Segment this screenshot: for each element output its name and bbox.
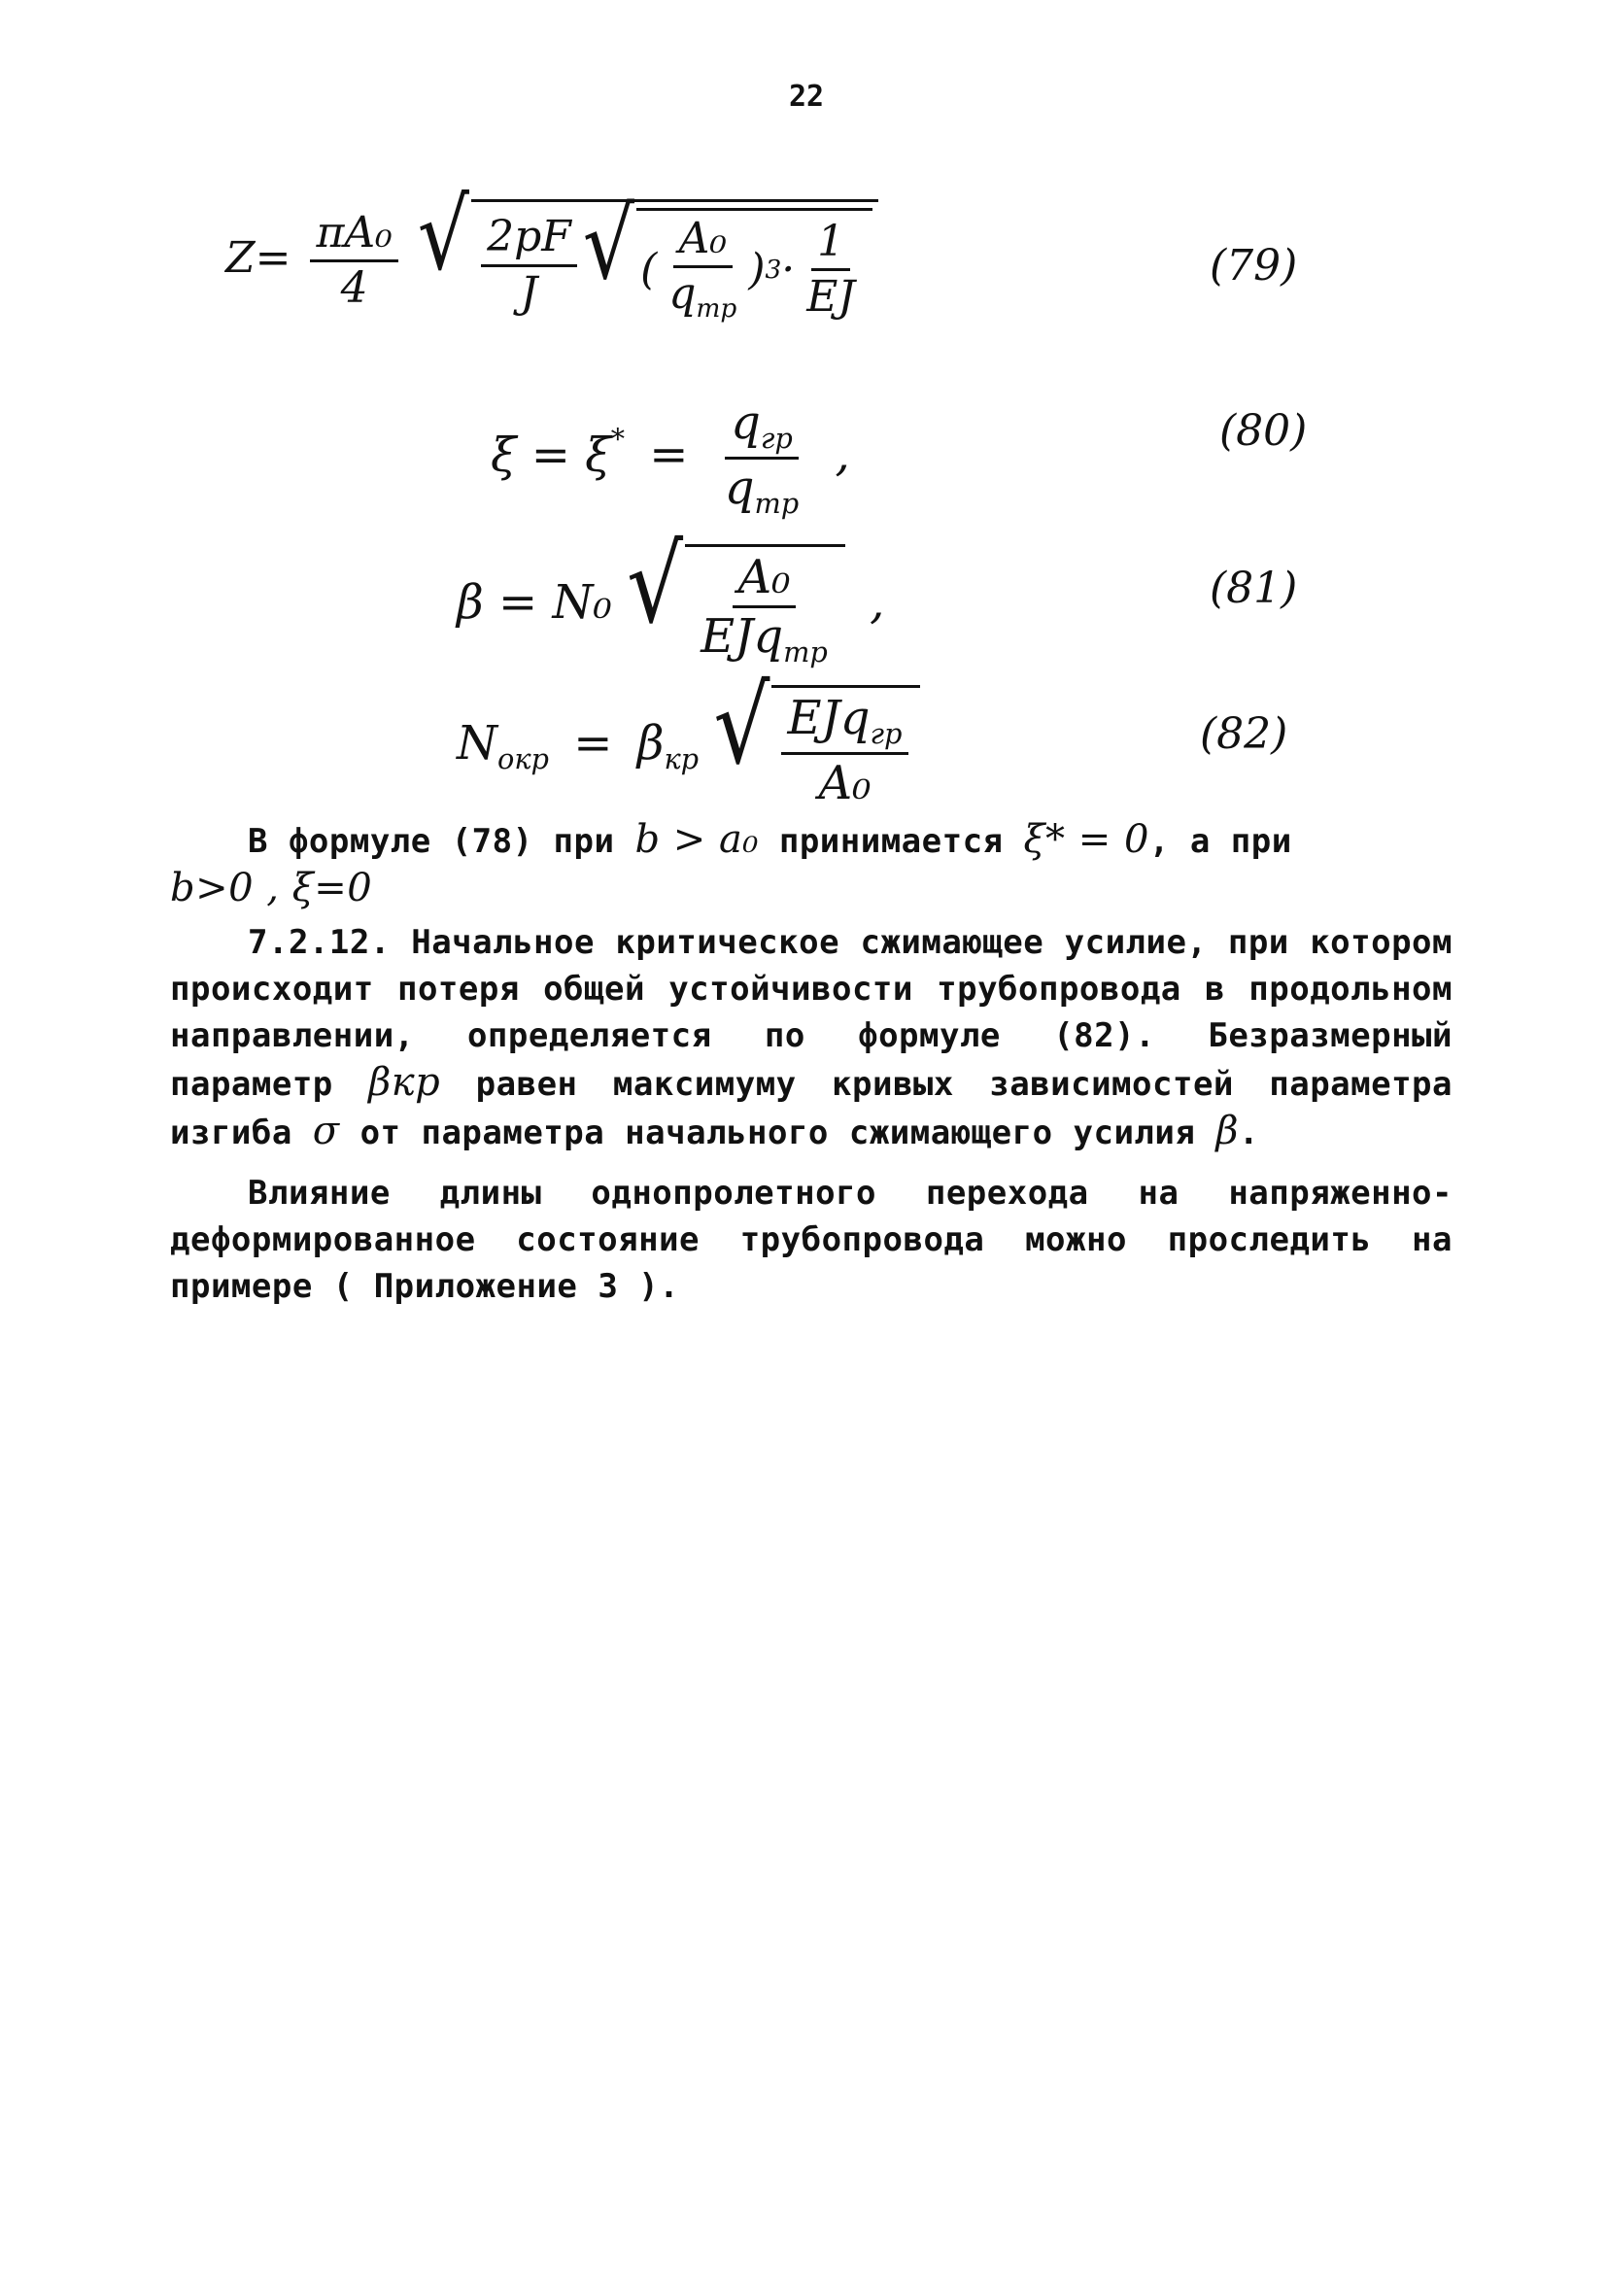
- condition-line-2: b>0 , ξ=0: [170, 866, 373, 910]
- body-text: [170, 816, 1453, 1310]
- equation-79: [225, 177, 878, 325]
- eq79-inner-sqrt: √ ( $\frac{\text{A₀}}{q_{тр}}$ ) 3 · $\frac{1}{EJ}$: [583, 208, 872, 323]
- eq79-lhs: Z=: [225, 233, 291, 284]
- paragraph-7-2-12: 7.2.12. Начальное критическое сжимающее усилие, при котором происходит потеря общей устойчивости трубопровода в продольном направлении, определяется по формуле (82). Безразмерный параметр βкр равен максимуму кривых зависимостей параметра изгиба σ от параметра начального сжимающего усилия β.: [170, 923, 1453, 1153]
- equation-82-number: (82): [1200, 709, 1288, 759]
- equation-80-number: (80): [1219, 406, 1308, 456]
- equation-79-number: (79): [1210, 241, 1298, 291]
- equation-80: ξ = ξ* = $\frac{q_{гр}}{q_{тр}}$ ,: [491, 395, 850, 521]
- page-number: 22: [789, 80, 825, 114]
- condition-line-1: В формуле (78) при b > a₀ принимается ξ* = 0, а при: [248, 817, 1292, 862]
- eq79-frac1: $\frac{\text{πA₀}}{4}$: [310, 211, 397, 311]
- equation-81-number: (81): [1210, 564, 1298, 613]
- eq79-outer-sqrt: √ $\frac{2pF}{J}$ √ ( $\frac{\text{A₀}}{q_{тр}}$ ) 3 · $\frac{1}{EJ}$: [418, 199, 878, 323]
- paragraph-influence: Влияние длины однопролетного перехода на напряженно-деформированное состояние трубопровода можно проследить на примере ( Приложение 3 ).: [170, 1174, 1453, 1306]
- equation-82: $N_{окр} = \beta_{кр}$ √ $\frac{EJq_{гр}}{\text{A₀}}$: [457, 685, 920, 808]
- equation-81: β = N₀ √ $\frac{\text{A₀}}{EJq_{тр}}$ ,: [457, 522, 885, 669]
